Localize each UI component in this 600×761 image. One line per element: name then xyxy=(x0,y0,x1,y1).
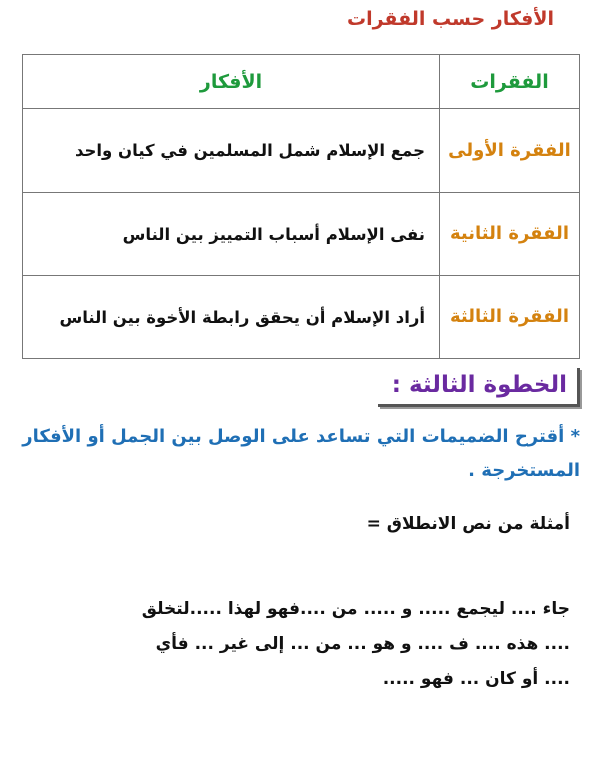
step-heading-box xyxy=(378,368,580,407)
fill-line: .... هذه .... ف .... و هو ... من ... إلى غير ... فأي xyxy=(155,634,570,654)
table-header-row xyxy=(23,55,580,109)
table-row xyxy=(23,193,580,276)
table-row xyxy=(23,109,580,193)
table-row xyxy=(23,276,580,359)
examples-label: أمثلة من نص الانطلاق = xyxy=(366,514,570,534)
paragraph-label: الفقرة الثالثة xyxy=(440,276,580,359)
paragraph-label: الفقرة الأولى xyxy=(440,109,580,193)
fill-line: جاء .... ليجمع ..... و ..... من ....فهو لهذا .....لتخلق xyxy=(141,599,570,619)
idea-text: أراد الإسلام أن يحقق رابطة الأخوة بين الناس xyxy=(23,276,440,359)
fill-in-exercise xyxy=(30,592,570,697)
header-paragraphs: الفقرات xyxy=(440,55,580,109)
ideas-table xyxy=(22,54,580,359)
instruction-text: * أقترح الضميمات التي تساعد على الوصل بين الجمل أو الأفكار المستخرجة . xyxy=(22,426,580,481)
header-ideas: الأفكار xyxy=(23,55,440,109)
page-title: الأفكار حسب الفقرات xyxy=(346,8,554,30)
fill-line: .... أو كان ... فهو ..... xyxy=(382,669,570,689)
idea-text: جمع الإسلام شمل المسلمين في كيان واحد xyxy=(23,109,440,193)
paragraph-label: الفقرة الثانية xyxy=(440,193,580,276)
idea-text: نفى الإسلام أسباب التمييز بين الناس xyxy=(23,193,440,276)
step-heading: الخطوة الثالثة : xyxy=(391,372,567,398)
